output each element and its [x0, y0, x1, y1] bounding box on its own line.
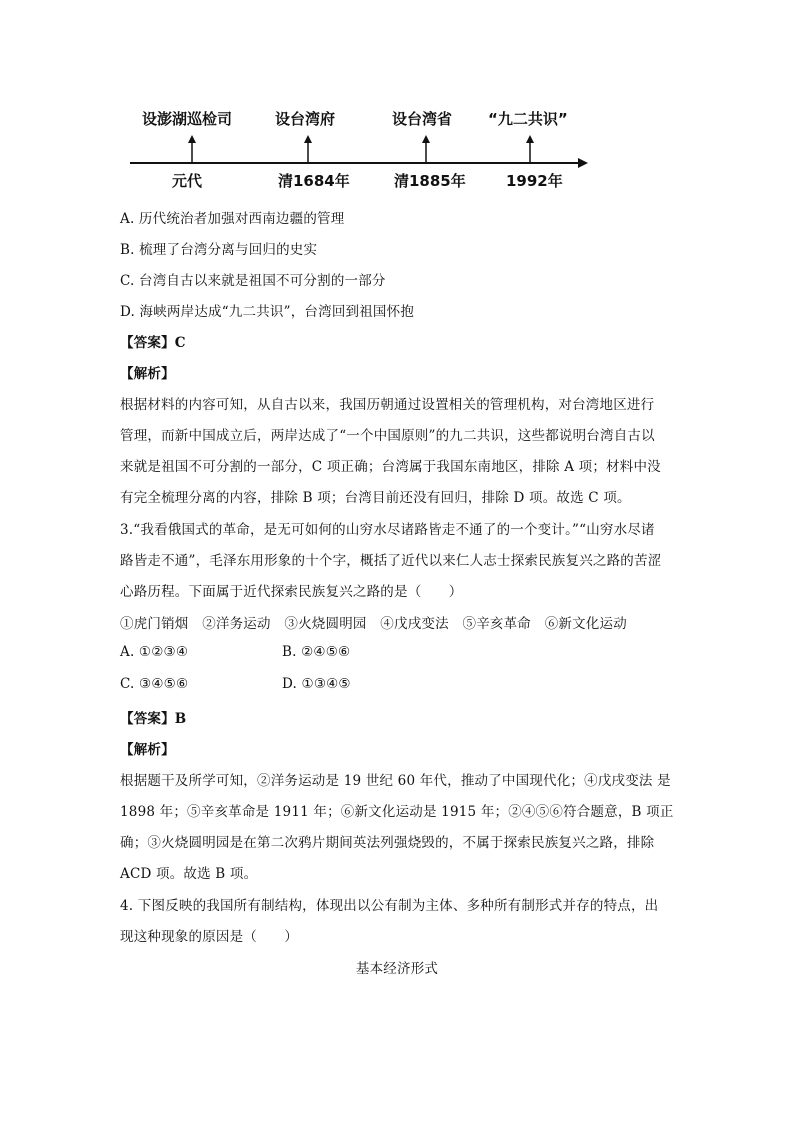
- q2-option-a: A. 历代统治者加强对西南边疆的管理: [120, 211, 345, 227]
- q3-analysis-line-3: 确；③火烧圆明园是在第二次鸦片期间英法列强烧毁的，不属于探索民族复兴之路，排除: [120, 835, 655, 851]
- q2-analysis-label: 【解析】: [120, 366, 175, 382]
- q3-analysis-label: 【解析】: [120, 742, 175, 758]
- q4-figure-title: 基本经济形式: [355, 961, 439, 977]
- q4-stem-line-1: 4. 下图反映的我国所有制结构，体现出以公有制为主体、多种所有制形式并存的特点，出: [120, 898, 659, 914]
- q3-answer: 【答案】B: [120, 711, 187, 727]
- q3-stem-line-2: 路皆走不通”，毛泽东用形象的十个字，概括了近代以来仁人志士探索民族复兴之路的苦涩: [120, 553, 662, 569]
- date-label-4: 1992年: [506, 172, 563, 190]
- q4-stem-line-2: 现这种现象的原因是（ ）: [120, 929, 299, 945]
- q3-analysis-line-2: 1898 年；⑤辛亥革命是 1911 年；⑥新文化运动是 1915 年；②④⑤⑥符合题意，B 项正: [120, 804, 674, 820]
- q3-analysis-line-4: ACD 项。故选 B 项。: [120, 866, 258, 882]
- q3-stem-line-3: 心路历程。下面属于近代探索民族复兴之路的是（ ）: [120, 584, 463, 600]
- q2-option-c: C. 台湾自古以来就是祖国不可分割的一部分: [120, 273, 386, 289]
- axis-arrowhead: [578, 158, 588, 168]
- q3-items: ①虎门销烟 ②洋务运动 ③火烧圆明园 ④戊戌变法 ⑤辛亥革命 ⑥新文化运动: [120, 616, 627, 632]
- q2-analysis-line-3: 来就是祖国不可分割的一部分，C 项正确；台湾属于我国东南地区，排除 A 项；材料中没: [120, 459, 661, 475]
- q2-answer: 【答案】C: [120, 335, 186, 351]
- q2-option-d: D. 海峡两岸达成“九二共识”，台湾回到祖国怀抱: [120, 304, 415, 320]
- event-label-2: 设台湾府: [275, 110, 336, 128]
- q3-option-b: B. ②④⑤⑥: [282, 644, 351, 660]
- timeline-figure: [120, 95, 600, 195]
- q3-option-c: C. ③④⑤⑥: [120, 676, 189, 692]
- event-label-1: 设澎湖巡检司: [142, 110, 233, 128]
- date-label-1: 元代: [172, 172, 203, 190]
- event-label-3: 设台湾省: [392, 110, 453, 128]
- date-label-2: 清1684年: [278, 172, 350, 190]
- date-label-3: 清1885年: [394, 172, 466, 190]
- q2-analysis-line-4: 有完全梳理分离的内容，排除 B 项；台湾目前还没有回归，排除 D 项。故选 C 项。: [120, 490, 631, 506]
- event-label-4: “九二共识”: [488, 110, 568, 128]
- q3-option-a: A. ①②③④: [120, 644, 189, 660]
- q3-analysis-line-1: 根据题干及所学可知，②洋务运动是 19 世纪 60 年代，推动了中国现代化；④戊戌变法 是: [120, 773, 671, 789]
- q3-stem-line-1: 3.“我看俄国式的革命，是无可如何的山穷水尽诸路皆走不通了的一个变计。”“山穷水尽诸: [120, 522, 655, 538]
- q2-option-b: B. 梳理了台湾分离与回归的史实: [120, 242, 318, 258]
- q2-analysis-line-1: 根据材料的内容可知，从自古以来，我国历朝通过设置相关的管理机构，对台湾地区进行: [120, 397, 655, 413]
- q3-option-d: D. ①③④⑤: [282, 676, 351, 692]
- q2-analysis-line-2: 管理，而新中国成立后，两岸达成了“一个中国原则”的九二共识，这些都说明台湾自古以: [120, 428, 655, 444]
